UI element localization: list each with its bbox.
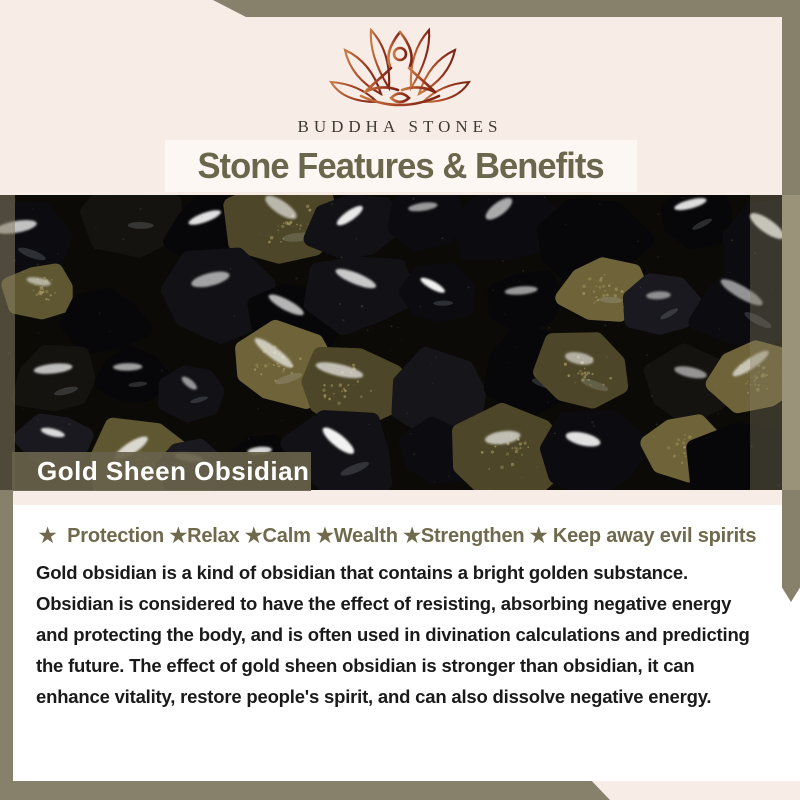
benefits-line: ★ Protection ★Relax ★Calm ★Wealth ★Strengthen ★ Keep away evil spirits	[38, 525, 757, 547]
product-description: Gold obsidian is a kind of obsidian that contains a bright golden substance. Obsidian is considered to have the effect of resisting, absorbing negative energy and protecting the body, and is often used in divination calculations and predicting the future. The effect of gold sheen obsidian is stronger than obsidian, it can enhance vitality, restore people's spirit, and can also dissolve negative energy.	[36, 562, 750, 707]
photo-caption-banner	[12, 452, 311, 491]
content-card	[13, 505, 800, 781]
left-accent-overlay	[0, 195, 15, 490]
lotus-meditation-logo-icon	[0, 24, 800, 116]
section-title-band	[165, 140, 637, 192]
left-accent-bar	[0, 490, 13, 800]
brand-name: BUDDHA STONES	[297, 117, 503, 136]
section-title: Stone Features & Benefits	[197, 145, 605, 186]
bottom-accent-bar	[0, 781, 610, 800]
right-accent-chevron	[782, 490, 800, 602]
obsidian-photo	[0, 195, 782, 490]
top-accent-bar	[0, 0, 800, 17]
photo-caption: Gold Sheen Obsidian	[37, 456, 310, 486]
right-accent-overlay-inner	[750, 195, 782, 490]
brand-header	[0, 24, 800, 137]
right-accent-overlay	[782, 195, 800, 490]
